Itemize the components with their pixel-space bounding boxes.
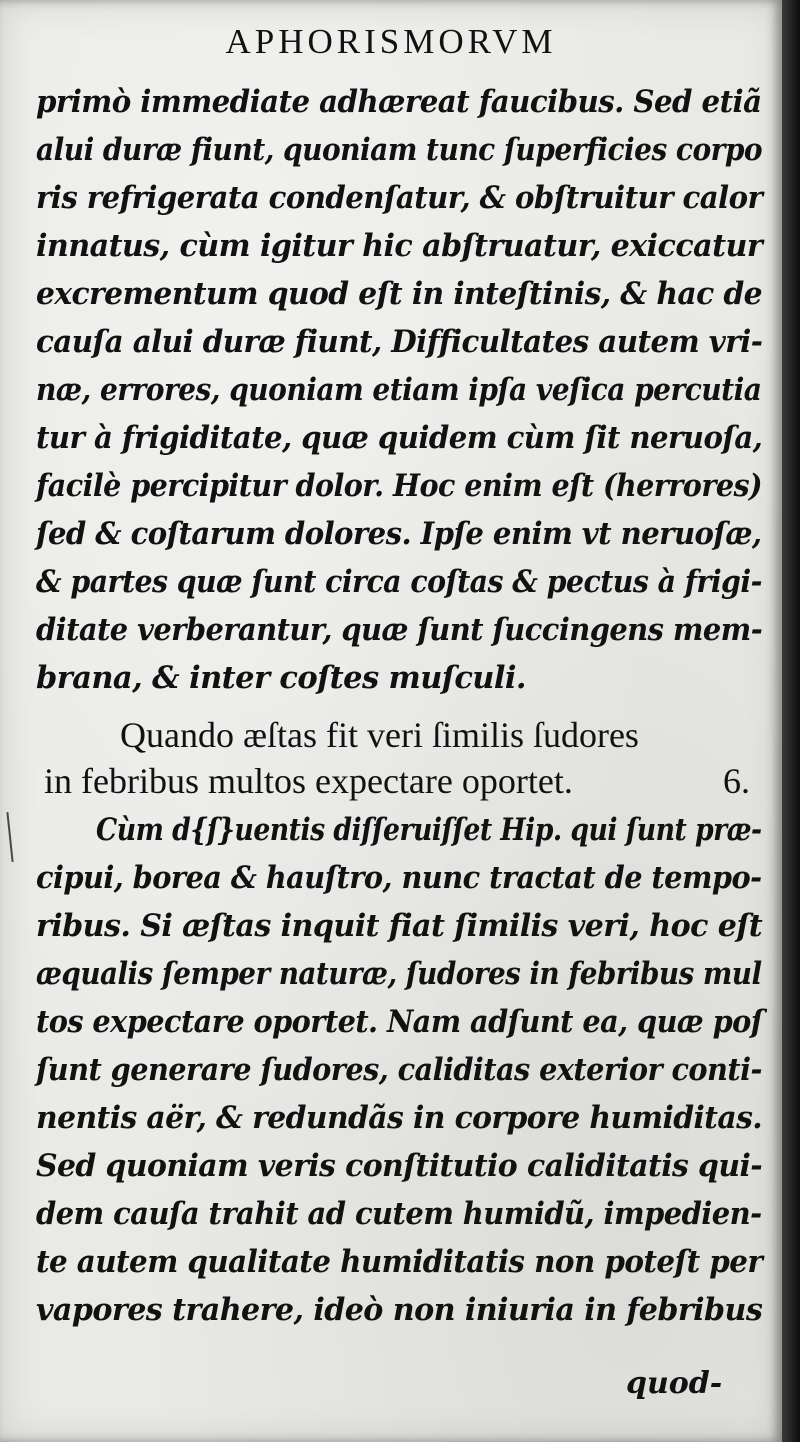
text-line: Cùm d{ſ}uentis diſſeruiſſet Hip. qui ſunt præ- — [96, 812, 762, 848]
text-line: innatus, cùm igitur hic abſtruatur, exiccatur — [36, 228, 763, 264]
aphorism-line — [44, 758, 750, 804]
text-line: te autem qualitate humiditatis non poteſt per — [36, 1244, 763, 1280]
text-line: dem cauſa trahit ad cutem humidũ, impedien- — [36, 1196, 762, 1232]
text-line: næ, errores, quoniam etiam ipſa veſica percutia — [36, 372, 762, 408]
text-line: ris refrigerata condenſatur, & obſtruitur calor — [36, 180, 763, 216]
aphorism-text: Quando æſtas fit veri ſimilis ſudores — [120, 715, 639, 755]
text-line: ſed & coſtarum dolores. Ipſe enim vt neruoſæ, — [36, 516, 762, 552]
text-line: ſunt generare ſudores, caliditas exterior conti- — [36, 1052, 762, 1088]
text-line: cauſa alui duræ fiunt, Difficultates autem vri- — [36, 324, 763, 360]
running-header: APHORISMORVM — [225, 22, 557, 61]
text-line: tur à frigiditate, quæ quidem cùm ſit neruoſa, — [36, 420, 763, 456]
text-line: ditate verberantur, quæ ſunt ſuccingens mem- — [36, 612, 763, 648]
text-line: Sed quoniam veris conſtitutio caliditatis qui- — [36, 1148, 763, 1184]
text-line: alui duræ fiunt, quoniam tunc ſuperficies corpo — [36, 132, 763, 168]
aphorism-number: 6. — [723, 761, 750, 801]
text-line: brana, & inter coſtes muſculi. — [36, 660, 526, 696]
aphorism-line — [120, 712, 639, 758]
margin-mark — [6, 812, 13, 862]
catchword: quod- — [626, 1366, 723, 1401]
text-line: æqualis ſemper naturæ, ſudores in febribus mul — [36, 956, 762, 992]
aphorism-text: in febribus multos expectare oportet. — [44, 761, 573, 801]
text-line: facilè percipitur dolor. Hoc enim eſt (herrores) — [36, 468, 763, 504]
text-line: tos expectare oportet. Nam adſunt ea, quæ poſ — [36, 1004, 763, 1040]
text-line: ribus. Si æſtas inquit fiat ſimilis veri, hoc eſt — [36, 908, 763, 944]
text-line: & partes quæ ſunt circa coſtas & pectus à frigi- — [36, 564, 762, 600]
text-line: cipui, borea & hauſtro, nunc tractat de tempo- — [36, 860, 762, 896]
page-edge-shadow — [782, 0, 800, 1442]
text-line: nentis aër, & redundãs in corpore humiditas. — [36, 1100, 763, 1136]
text-line: primò immediate adhæreat faucibus. Sed etiã — [36, 84, 762, 120]
text-line: excrementum quod eſt in inteſtinis, & hac de — [36, 276, 763, 312]
text-line: vapores trahere, ideò non iniuria in febribus — [36, 1292, 763, 1328]
